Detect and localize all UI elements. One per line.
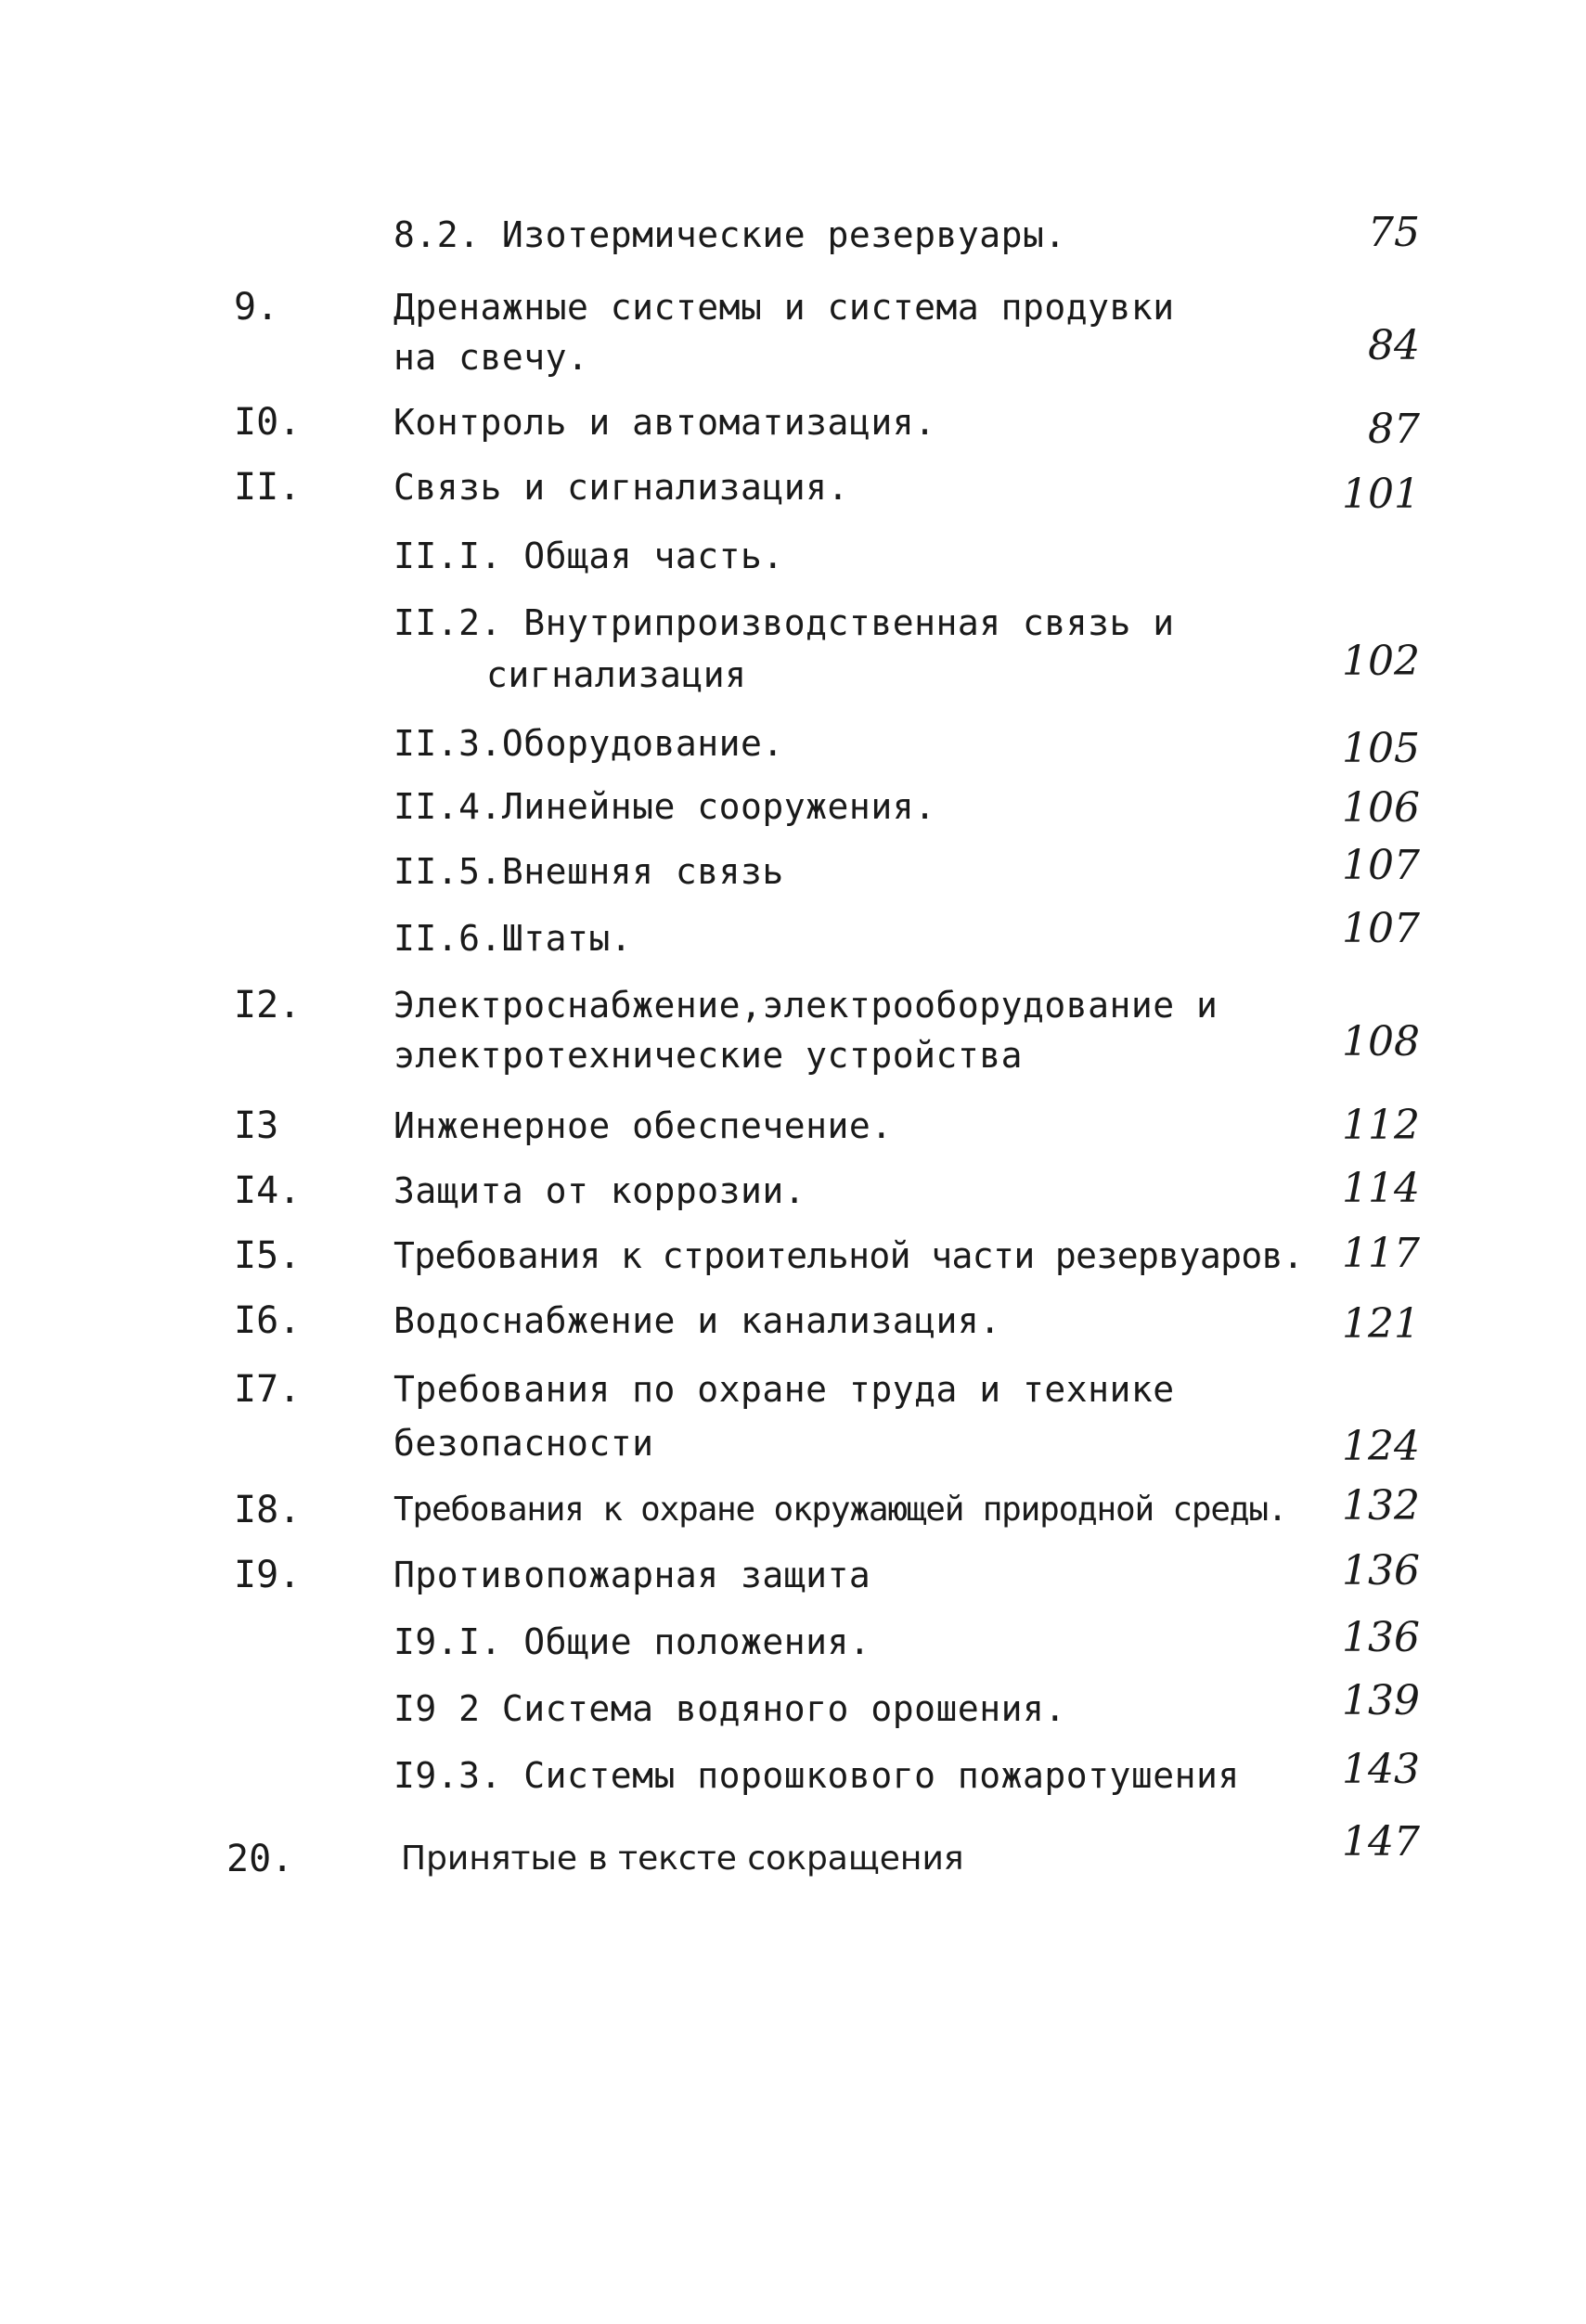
toc-entry-title-continued: электротехнические устройства: [393, 1035, 1023, 1076]
toc-entry-title: Электроснабжение,электрооборудование и: [393, 985, 1219, 1026]
toc-entry-title: Водоснабжение и канализация.: [393, 1300, 1001, 1341]
toc-entry-page: 107: [1342, 842, 1420, 889]
toc-entry-title: II.5.Внешняя связь: [393, 851, 784, 892]
toc-entry-page: 121: [1342, 1300, 1420, 1348]
toc-entry-title: I9 2 Система водяного орошения.: [393, 1688, 1066, 1729]
toc-entry-title: Требования к охране окружающей природной среды.: [393, 1491, 1287, 1529]
toc-entry-page: 106: [1342, 784, 1420, 832]
toc-entry-page: 124: [1342, 1423, 1420, 1470]
toc-entry-title-continued: сигнализация: [486, 654, 747, 695]
toc-entry-title: II.3.Оборудование.: [393, 723, 784, 764]
toc-entry-number: II.: [234, 466, 302, 509]
toc-entry-page: 112: [1342, 1102, 1420, 1149]
toc-entry-title: Требования по охране труда и технике: [393, 1369, 1175, 1410]
toc-entry-number: I6.: [234, 1299, 302, 1342]
toc-entry-title: II.4.Линейные сооружения.: [393, 786, 936, 827]
toc-entry-number: I9.: [234, 1554, 302, 1596]
toc-entry-number: I0.: [234, 401, 302, 444]
toc-entry-title: Контроль и автоматизация.: [393, 402, 936, 443]
toc-entry-title: I9.I. Общие положения.: [393, 1621, 871, 1662]
toc-entry-number: I2.: [234, 984, 302, 1026]
toc-entry-page: 136: [1342, 1547, 1420, 1595]
toc-entry-page: 147: [1342, 1818, 1420, 1866]
toc-entry-page: 117: [1342, 1230, 1420, 1277]
toc-entry-page: 132: [1342, 1482, 1420, 1530]
toc-entry-number: I5.: [234, 1234, 302, 1277]
toc-entry-page: 84: [1368, 322, 1420, 369]
toc-entry-page: 136: [1342, 1614, 1420, 1661]
toc-entry-title: II.6.Штаты.: [393, 918, 633, 959]
toc-entry-title: Дренажные системы и система продувки: [393, 287, 1175, 328]
toc-entry-title: II.I. Общая часть.: [393, 536, 784, 576]
toc-entry-page: 108: [1342, 1018, 1420, 1065]
toc-entry-page: 143: [1342, 1746, 1420, 1793]
toc-entry-page: 75: [1368, 209, 1420, 256]
toc-entry-page: 139: [1342, 1677, 1420, 1724]
toc-entry-title: II.2. Внутрипроизводственная связь и: [393, 602, 1175, 643]
toc-entry-title: I9.3. Системы порошкового пожаротушения: [393, 1755, 1240, 1796]
toc-entry-title: Требования к строительной части резервуаров.: [393, 1235, 1304, 1276]
toc-entry-number: 9.: [234, 286, 279, 329]
toc-entry-page: 87: [1368, 406, 1420, 453]
toc-entry-page: 107: [1342, 905, 1420, 952]
toc-entry-title: Защита от коррозии.: [393, 1170, 806, 1211]
toc-entry-title: Связь и сигнализация.: [393, 467, 849, 508]
toc-entry-page: 114: [1342, 1165, 1420, 1212]
toc-entry-number: I4.: [234, 1169, 302, 1212]
toc-entry-number: I7.: [234, 1368, 302, 1411]
toc-entry-title-continued: безопасности: [393, 1423, 654, 1464]
toc-entry-title: Противопожарная защита: [393, 1555, 871, 1595]
toc-entry-page: 105: [1342, 725, 1420, 772]
toc-entry-number: 20.: [226, 1838, 294, 1880]
toc-entry-title: 8.2. Изотермические резервуары.: [393, 214, 1066, 255]
toc-entry-number: I3: [234, 1104, 279, 1147]
toc-entry-number: I8.: [234, 1489, 302, 1531]
toc-entry-title-continued: на свечу.: [393, 337, 589, 378]
toc-entry-title: Инженерное обеспечение.: [393, 1105, 893, 1146]
toc-entry-page: 102: [1342, 638, 1420, 685]
toc-entry-title: Принятые в тексте сокращения: [401, 1840, 964, 1878]
toc-entry-page: 101: [1342, 471, 1420, 518]
